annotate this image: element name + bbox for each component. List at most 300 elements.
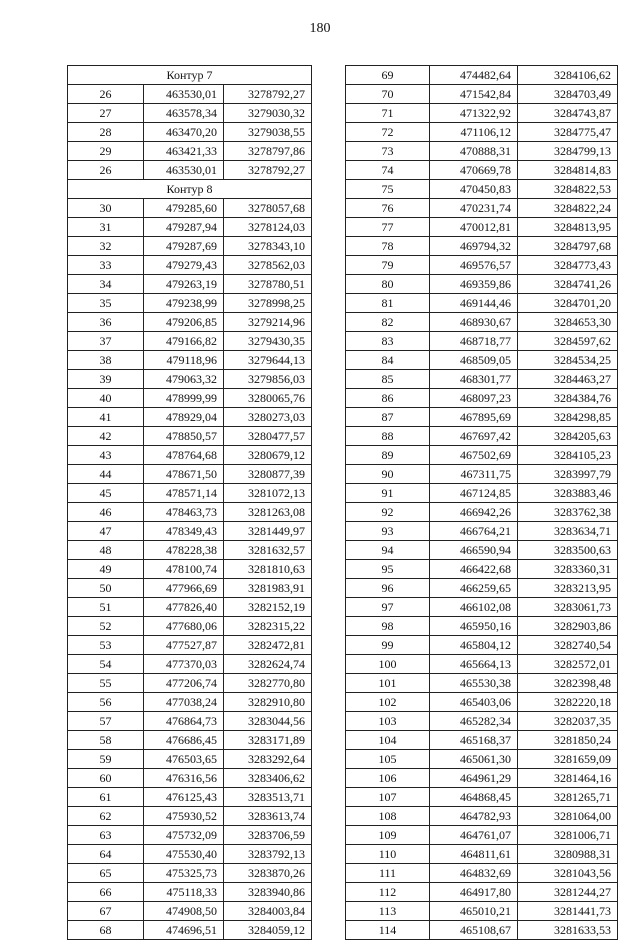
point-number: 64: [68, 845, 144, 864]
y-coordinate: 3280679,12: [224, 446, 312, 465]
x-coordinate: 465108,67: [430, 921, 518, 940]
x-coordinate: 466942,26: [430, 503, 518, 522]
table-row: [68, 256, 312, 275]
x-coordinate: 470450,83: [430, 180, 518, 199]
y-coordinate: 3284105,23: [518, 446, 618, 465]
y-coordinate: 3279030,32: [224, 104, 312, 123]
y-coordinate: 3282740,54: [518, 636, 618, 655]
y-coordinate: 3284597,62: [518, 332, 618, 351]
table-row: [68, 579, 312, 598]
x-coordinate: 466259,65: [430, 579, 518, 598]
point-number: 46: [68, 503, 144, 522]
contour-header: Контур 7: [68, 66, 312, 85]
y-coordinate: 3281633,53: [518, 921, 618, 940]
point-number: 40: [68, 389, 144, 408]
table-row: [68, 237, 312, 256]
y-coordinate: 3284773,43: [518, 256, 618, 275]
table-row: [346, 579, 618, 598]
x-coordinate: 474482,64: [430, 66, 518, 85]
table-row: [68, 541, 312, 560]
y-coordinate: 3280065,76: [224, 389, 312, 408]
y-coordinate: 3278792,27: [224, 85, 312, 104]
y-coordinate: 3283997,79: [518, 465, 618, 484]
table-row: [68, 503, 312, 522]
x-coordinate: 478349,43: [144, 522, 224, 541]
table-row: [346, 446, 618, 465]
y-coordinate: 3282220,18: [518, 693, 618, 712]
table-row: [346, 237, 618, 256]
x-coordinate: 478850,57: [144, 427, 224, 446]
point-number: 34: [68, 275, 144, 294]
x-coordinate: 470231,74: [430, 199, 518, 218]
point-number: 104: [346, 731, 430, 750]
point-number: 38: [68, 351, 144, 370]
x-coordinate: 465530,38: [430, 674, 518, 693]
table-row: [346, 617, 618, 636]
x-coordinate: 468718,77: [430, 332, 518, 351]
x-coordinate: 477038,24: [144, 693, 224, 712]
y-coordinate: 3284703,49: [518, 85, 618, 104]
x-coordinate: 471106,12: [430, 123, 518, 142]
x-coordinate: 464961,29: [430, 769, 518, 788]
x-coordinate: 471542,84: [430, 85, 518, 104]
point-number: 27: [68, 104, 144, 123]
table-row: [346, 484, 618, 503]
y-coordinate: 3280988,31: [518, 845, 618, 864]
x-coordinate: 463530,01: [144, 85, 224, 104]
x-coordinate: 468097,23: [430, 389, 518, 408]
point-number: 102: [346, 693, 430, 712]
point-number: 112: [346, 883, 430, 902]
y-coordinate: 3283061,73: [518, 598, 618, 617]
point-number: 108: [346, 807, 430, 826]
point-number: 54: [68, 655, 144, 674]
y-coordinate: 3281983,91: [224, 579, 312, 598]
point-number: 43: [68, 446, 144, 465]
y-coordinate: 3282572,01: [518, 655, 618, 674]
x-coordinate: 464811,61: [430, 845, 518, 864]
table-row: [68, 161, 312, 180]
table-row: [68, 655, 312, 674]
x-coordinate: 469576,57: [430, 256, 518, 275]
table-row: [346, 902, 618, 921]
x-coordinate: 467502,69: [430, 446, 518, 465]
table-row: [68, 218, 312, 237]
point-number: 70: [346, 85, 430, 104]
point-number: 26: [68, 161, 144, 180]
y-coordinate: 3284106,62: [518, 66, 618, 85]
point-number: 95: [346, 560, 430, 579]
x-coordinate: 470669,78: [430, 161, 518, 180]
point-number: 79: [346, 256, 430, 275]
x-coordinate: 468301,77: [430, 370, 518, 389]
point-number: 114: [346, 921, 430, 940]
y-coordinate: 3281449,97: [224, 522, 312, 541]
y-coordinate: 3283406,62: [224, 769, 312, 788]
y-coordinate: 3283883,46: [518, 484, 618, 503]
x-coordinate: 478929,04: [144, 408, 224, 427]
y-coordinate: 3282770,80: [224, 674, 312, 693]
point-number: 88: [346, 427, 430, 446]
y-coordinate: 3282910,80: [224, 693, 312, 712]
y-coordinate: 3284298,85: [518, 408, 618, 427]
x-coordinate: 464868,45: [430, 788, 518, 807]
point-number: 109: [346, 826, 430, 845]
point-number: 48: [68, 541, 144, 560]
point-number: 111: [346, 864, 430, 883]
x-coordinate: 477680,06: [144, 617, 224, 636]
point-number: 98: [346, 617, 430, 636]
point-number: 32: [68, 237, 144, 256]
x-coordinate: 475732,09: [144, 826, 224, 845]
point-number: 74: [346, 161, 430, 180]
y-coordinate: 3282624,74: [224, 655, 312, 674]
y-coordinate: 3281850,24: [518, 731, 618, 750]
y-coordinate: 3282315,22: [224, 617, 312, 636]
point-number: 62: [68, 807, 144, 826]
point-number: 87: [346, 408, 430, 427]
x-coordinate: 465168,37: [430, 731, 518, 750]
table-row: [68, 845, 312, 864]
table-row: [346, 389, 618, 408]
table-row: [68, 389, 312, 408]
table-row: [68, 275, 312, 294]
point-number: 80: [346, 275, 430, 294]
y-coordinate: 3284003,84: [224, 902, 312, 921]
x-coordinate: 478671,50: [144, 465, 224, 484]
x-coordinate: 474696,51: [144, 921, 224, 940]
table-row: [346, 636, 618, 655]
y-coordinate: 3279856,03: [224, 370, 312, 389]
table-row: [68, 351, 312, 370]
x-coordinate: 476125,43: [144, 788, 224, 807]
point-number: 71: [346, 104, 430, 123]
x-coordinate: 463421,33: [144, 142, 224, 161]
x-coordinate: 469359,86: [430, 275, 518, 294]
table-row: [68, 883, 312, 902]
table-row: [68, 864, 312, 883]
table-row: [346, 769, 618, 788]
y-coordinate: 3281263,08: [224, 503, 312, 522]
y-coordinate: 3284775,47: [518, 123, 618, 142]
table-row: [346, 750, 618, 769]
y-coordinate: 3278792,27: [224, 161, 312, 180]
y-coordinate: 3283044,56: [224, 712, 312, 731]
y-coordinate: 3282903,86: [518, 617, 618, 636]
x-coordinate: 465282,34: [430, 712, 518, 731]
x-coordinate: 470012,81: [430, 218, 518, 237]
table-row: [346, 655, 618, 674]
point-number: 75: [346, 180, 430, 199]
x-coordinate: 477826,40: [144, 598, 224, 617]
point-number: 99: [346, 636, 430, 655]
table-row: [68, 636, 312, 655]
table-row: [346, 313, 618, 332]
x-coordinate: 466102,08: [430, 598, 518, 617]
point-number: 56: [68, 693, 144, 712]
point-number: 105: [346, 750, 430, 769]
x-coordinate: 464917,80: [430, 883, 518, 902]
point-number: 103: [346, 712, 430, 731]
x-coordinate: 478228,38: [144, 541, 224, 560]
table-row: [68, 826, 312, 845]
table-row: [346, 256, 618, 275]
y-coordinate: 3280273,03: [224, 408, 312, 427]
point-number: 82: [346, 313, 430, 332]
x-coordinate: 474908,50: [144, 902, 224, 921]
table-row: [346, 465, 618, 484]
table-row: [68, 332, 312, 351]
y-coordinate: 3284822,24: [518, 199, 618, 218]
y-coordinate: 3284384,76: [518, 389, 618, 408]
table-row: [346, 845, 618, 864]
table-row: [346, 123, 618, 142]
point-number: 113: [346, 902, 430, 921]
table-row: [68, 465, 312, 484]
table-row: [68, 712, 312, 731]
table-row: [346, 408, 618, 427]
x-coordinate: 463470,20: [144, 123, 224, 142]
y-coordinate: 3282152,19: [224, 598, 312, 617]
point-number: 91: [346, 484, 430, 503]
table-row: [346, 864, 618, 883]
point-number: 83: [346, 332, 430, 351]
y-coordinate: 3283360,31: [518, 560, 618, 579]
table-row: [346, 826, 618, 845]
y-coordinate: 3283870,26: [224, 864, 312, 883]
point-number: 107: [346, 788, 430, 807]
table-row: [346, 180, 618, 199]
point-number: 28: [68, 123, 144, 142]
x-coordinate: 476864,73: [144, 712, 224, 731]
point-number: 51: [68, 598, 144, 617]
contour-header-row: [68, 180, 312, 199]
point-number: 47: [68, 522, 144, 541]
point-number: 101: [346, 674, 430, 693]
table-row: [346, 541, 618, 560]
y-coordinate: 3283213,95: [518, 579, 618, 598]
y-coordinate: 3279644,13: [224, 351, 312, 370]
point-number: 76: [346, 199, 430, 218]
table-row: [346, 332, 618, 351]
y-coordinate: 3283613,74: [224, 807, 312, 826]
table-row: [68, 921, 312, 940]
x-coordinate: 471322,92: [430, 104, 518, 123]
point-number: 58: [68, 731, 144, 750]
x-coordinate: 465061,30: [430, 750, 518, 769]
point-number: 59: [68, 750, 144, 769]
table-row: [346, 522, 618, 541]
x-coordinate: 477370,03: [144, 655, 224, 674]
x-coordinate: 467311,75: [430, 465, 518, 484]
point-number: 35: [68, 294, 144, 313]
point-number: 45: [68, 484, 144, 503]
y-coordinate: 3281064,00: [518, 807, 618, 826]
y-coordinate: 3281244,27: [518, 883, 618, 902]
x-coordinate: 464832,69: [430, 864, 518, 883]
y-coordinate: 3282037,35: [518, 712, 618, 731]
x-coordinate: 469144,46: [430, 294, 518, 313]
x-coordinate: 468509,05: [430, 351, 518, 370]
x-coordinate: 463578,34: [144, 104, 224, 123]
table-row: [68, 313, 312, 332]
x-coordinate: 477966,69: [144, 579, 224, 598]
x-coordinate: 466422,68: [430, 560, 518, 579]
y-coordinate: 3284741,26: [518, 275, 618, 294]
y-coordinate: 3281006,71: [518, 826, 618, 845]
x-coordinate: 475530,40: [144, 845, 224, 864]
point-number: 94: [346, 541, 430, 560]
table-row: [346, 693, 618, 712]
x-coordinate: 478999,99: [144, 389, 224, 408]
table-row: [68, 370, 312, 389]
point-number: 29: [68, 142, 144, 161]
point-number: 30: [68, 199, 144, 218]
x-coordinate: 479279,43: [144, 256, 224, 275]
table-row: [346, 883, 618, 902]
y-coordinate: 3281659,09: [518, 750, 618, 769]
y-coordinate: 3284743,87: [518, 104, 618, 123]
y-coordinate: 3284813,95: [518, 218, 618, 237]
table-row: [68, 598, 312, 617]
y-coordinate: 3283500,63: [518, 541, 618, 560]
y-coordinate: 3278998,25: [224, 294, 312, 313]
table-row: [346, 351, 618, 370]
x-coordinate: 478571,14: [144, 484, 224, 503]
y-coordinate: 3280877,39: [224, 465, 312, 484]
table-row: [346, 275, 618, 294]
y-coordinate: 3281265,71: [518, 788, 618, 807]
point-number: 63: [68, 826, 144, 845]
point-number: 73: [346, 142, 430, 161]
x-coordinate: 478463,73: [144, 503, 224, 522]
point-number: 57: [68, 712, 144, 731]
table-row: [346, 560, 618, 579]
point-number: 50: [68, 579, 144, 598]
point-number: 49: [68, 560, 144, 579]
coordinates-table-left: [67, 65, 312, 940]
x-coordinate: 465664,13: [430, 655, 518, 674]
x-coordinate: 469794,32: [430, 237, 518, 256]
x-coordinate: 479287,94: [144, 218, 224, 237]
point-number: 100: [346, 655, 430, 674]
point-number: 52: [68, 617, 144, 636]
y-coordinate: 3284814,83: [518, 161, 618, 180]
y-coordinate: 3279430,35: [224, 332, 312, 351]
table-row: [346, 66, 618, 85]
y-coordinate: 3283940,86: [224, 883, 312, 902]
table-row: [68, 902, 312, 921]
y-coordinate: 3283762,38: [518, 503, 618, 522]
x-coordinate: 475118,33: [144, 883, 224, 902]
y-coordinate: 3278780,51: [224, 275, 312, 294]
point-number: 85: [346, 370, 430, 389]
point-number: 89: [346, 446, 430, 465]
table-row: [68, 104, 312, 123]
page-number: 180: [309, 21, 331, 36]
x-coordinate: 463530,01: [144, 161, 224, 180]
x-coordinate: 475930,52: [144, 807, 224, 826]
contour-header: Контур 8: [68, 180, 312, 199]
y-coordinate: 3284822,53: [518, 180, 618, 199]
point-number: 77: [346, 218, 430, 237]
table-row: [346, 921, 618, 940]
table-row: [68, 693, 312, 712]
table-row: [68, 199, 312, 218]
x-coordinate: 477527,87: [144, 636, 224, 655]
x-coordinate: 465804,12: [430, 636, 518, 655]
y-coordinate: 3281810,63: [224, 560, 312, 579]
point-number: 37: [68, 332, 144, 351]
point-number: 106: [346, 769, 430, 788]
y-coordinate: 3279038,55: [224, 123, 312, 142]
point-number: 93: [346, 522, 430, 541]
point-number: 110: [346, 845, 430, 864]
table-row: [68, 484, 312, 503]
y-coordinate: 3281441,73: [518, 902, 618, 921]
x-coordinate: 479238,99: [144, 294, 224, 313]
table-row: [68, 769, 312, 788]
point-number: 81: [346, 294, 430, 313]
y-coordinate: 3282472,81: [224, 636, 312, 655]
point-number: 55: [68, 674, 144, 693]
x-coordinate: 476316,56: [144, 769, 224, 788]
y-coordinate: 3283634,71: [518, 522, 618, 541]
y-coordinate: 3281464,16: [518, 769, 618, 788]
table-row: [346, 788, 618, 807]
y-coordinate: 3283706,59: [224, 826, 312, 845]
point-number: 31: [68, 218, 144, 237]
table-row: [346, 807, 618, 826]
y-coordinate: 3278562,03: [224, 256, 312, 275]
x-coordinate: 467895,69: [430, 408, 518, 427]
table-row: [346, 370, 618, 389]
table-row: [346, 427, 618, 446]
point-number: 39: [68, 370, 144, 389]
y-coordinate: 3278057,68: [224, 199, 312, 218]
y-coordinate: 3281632,57: [224, 541, 312, 560]
x-coordinate: 479063,32: [144, 370, 224, 389]
x-coordinate: 478764,68: [144, 446, 224, 465]
point-number: 66: [68, 883, 144, 902]
table-row: [68, 560, 312, 579]
point-number: 36: [68, 313, 144, 332]
table-row: [346, 104, 618, 123]
y-coordinate: 3283513,71: [224, 788, 312, 807]
table-row: [68, 142, 312, 161]
point-number: 33: [68, 256, 144, 275]
y-coordinate: 3284463,27: [518, 370, 618, 389]
point-number: 42: [68, 427, 144, 446]
table-row: [346, 199, 618, 218]
coordinates-table-right: [345, 65, 618, 940]
table-row: [68, 617, 312, 636]
y-coordinate: 3284797,68: [518, 237, 618, 256]
y-coordinate: 3284205,63: [518, 427, 618, 446]
y-coordinate: 3284799,13: [518, 142, 618, 161]
table-row: [346, 503, 618, 522]
x-coordinate: 470888,31: [430, 142, 518, 161]
x-coordinate: 477206,74: [144, 674, 224, 693]
table-row: [68, 750, 312, 769]
table-row: [68, 446, 312, 465]
y-coordinate: 3282398,48: [518, 674, 618, 693]
point-number: 69: [346, 66, 430, 85]
table-row: [68, 123, 312, 142]
x-coordinate: 464761,07: [430, 826, 518, 845]
table-row: [346, 712, 618, 731]
x-coordinate: 467697,42: [430, 427, 518, 446]
